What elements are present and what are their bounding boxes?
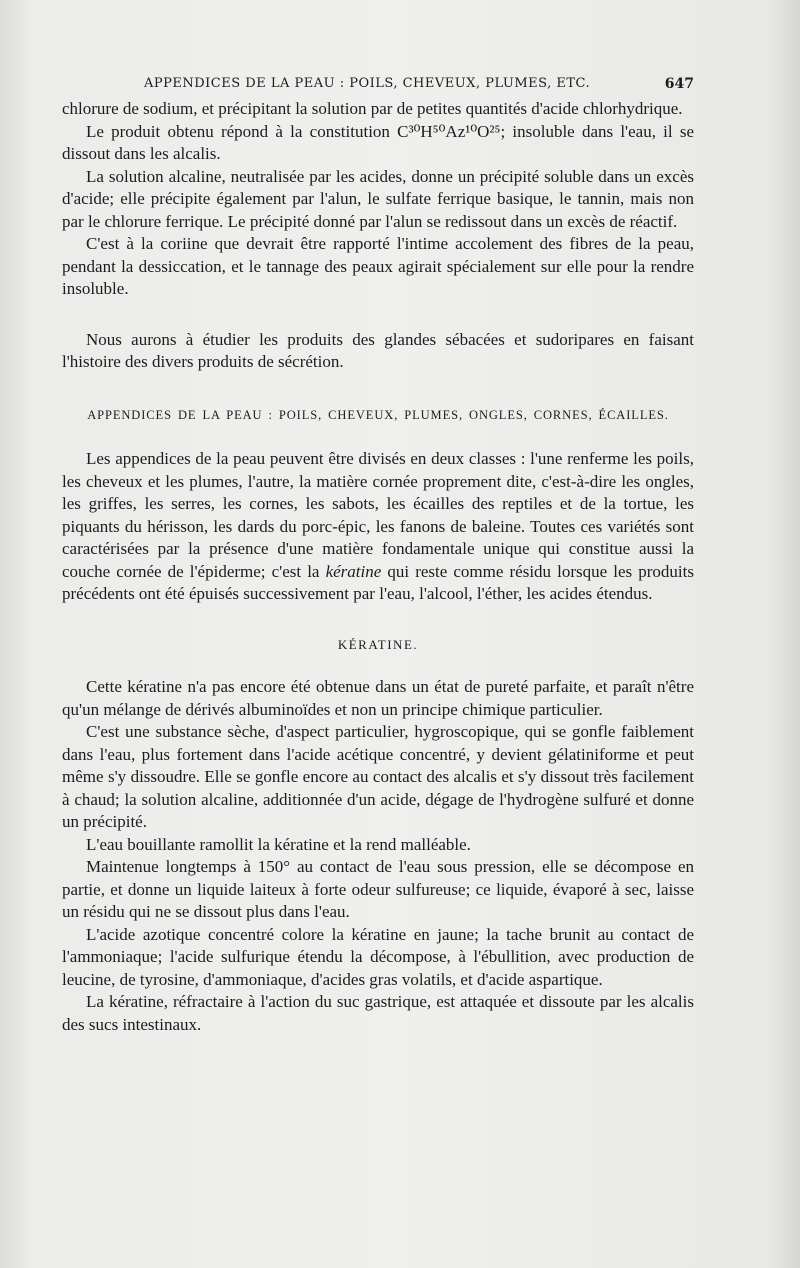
paragraph-glandes: Nous aurons à étudier les produits des glandes sébacées et sudoripares en faisant l'histoire des divers produits de sécrétion. [62, 329, 694, 371]
running-head: APPENDICES DE LA PEAU : POILS, CHEVEUX, PLUMES, ETC. [144, 76, 591, 91]
paragraph-keratine-substance: C'est une substance sèche, d'aspect particulier, hygroscopique, qui se gonfle faiblement dans l'eau, plus fortement dans l'acide acétique concentré, y devient gélatiniforme et peut même s'y dissoudre. Elle se gonfle encore au contact des alcalis et s'y dissout très facilement à chaud; la solution alcaline, additionnée d'un acide, dégage de l'hydrogène sulfuré et donne un précipité. [62, 722, 694, 831]
appendices-text-end: qui reste comme résidu lorsque les produits précédents ont été épuisés successivement par l'eau, l'alcool, l'éther, les acides étendus. [62, 561, 694, 603]
paragraph-appendices [62, 448, 694, 606]
page-header [62, 76, 694, 98]
paragraph-keratine-eau: L'eau bouillante ramollit la kératine et la rend malléable. [86, 834, 471, 854]
paragraph-keratine-pression: Maintenue longtemps à 150° au contact de l'eau sous pression, elle se décompose en partie, et donne un liquide laiteux à forte odeur sulfureuse; ce liquide, évaporé à sec, laisse un résidu qui ne se dissout plus dans l'eau. [62, 857, 694, 921]
section-title: APPENDICES DE LA PEAU : POILS, CHEVEUX, PLUMES, ONGLES, CORNES, ÉCAILLES. [87, 407, 669, 422]
paragraph-formula: Le produit obtenu répond à la constitution C³⁰H⁵⁰Az¹⁰O²⁵; insoluble dans l'eau, il se dissout dans les alcalis. [62, 121, 694, 163]
subsection-title: KÉRATINE. [337, 636, 419, 652]
paragraph-keratine-suc: La kératine, réfractaire à l'action du suc gastrique, est attaquée et dissoute par les alcalis des sucs intestinaux. [62, 992, 694, 1034]
paragraph-continuation: chlorure de sodium, et précipitant la solution par de petites quantités d'acide chlorhydrique. [62, 99, 683, 118]
paragraph-keratine-purete: Cette kératine n'a pas encore été obtenue dans un état de pureté parfaite, et paraît n'être qu'un mélange de dérivés albuminoïdes et non un principe chimique particulier. [62, 677, 694, 719]
keratine-term: kératine [325, 561, 382, 581]
paragraph-keratine-acide: L'acide azotique concentré colore la kératine en jaune; la tache brunit au contact de l'ammoniaque; l'acide sulfurique étendu la décompose, à l'ébullition, avec production de leucine, de tyrosine, d'ammoniaque, d'acides gras volatils, et d'acide aspartique. [62, 924, 694, 989]
page-body [62, 98, 694, 1036]
appendices-text: Les appendices de la peau peuvent être divisés en deux classes : l'une renferme les poils, les cheveux et les plumes, l'autre, la matière cornée proprement dite, c'est-à-dire les ongles, les griffes, les serres, les cornes, les sabots, les écailles des reptiles et de la tortue, les piquants du hérisson, les dards du porc-épic, les fanons de baleine. Toutes ces variétés sont caractérisées par la présence d'une matière fondamentale unique qui constitue aussi la couche cornée de l'épiderme; c'est la [62, 449, 694, 581]
paragraph-coriine: C'est à la coriine que devrait être rapporté l'intime accolement des fibres de la peau, pendant la dessiccation, et le tannage des peaux agirait spécialement sur elle pour la rendre insoluble. [62, 234, 694, 298]
page-number: 647 [664, 76, 694, 92]
paragraph-solution: La solution alcaline, neutralisée par les acides, donne un précipité soluble dans un excès d'acide; elle précipite également par l'alun, le sulfate ferrique basique, le tannin, mais non par le chlorure ferrique. Le précipité donné par l'alun se redissout dans un excès de réactif. [62, 166, 694, 231]
